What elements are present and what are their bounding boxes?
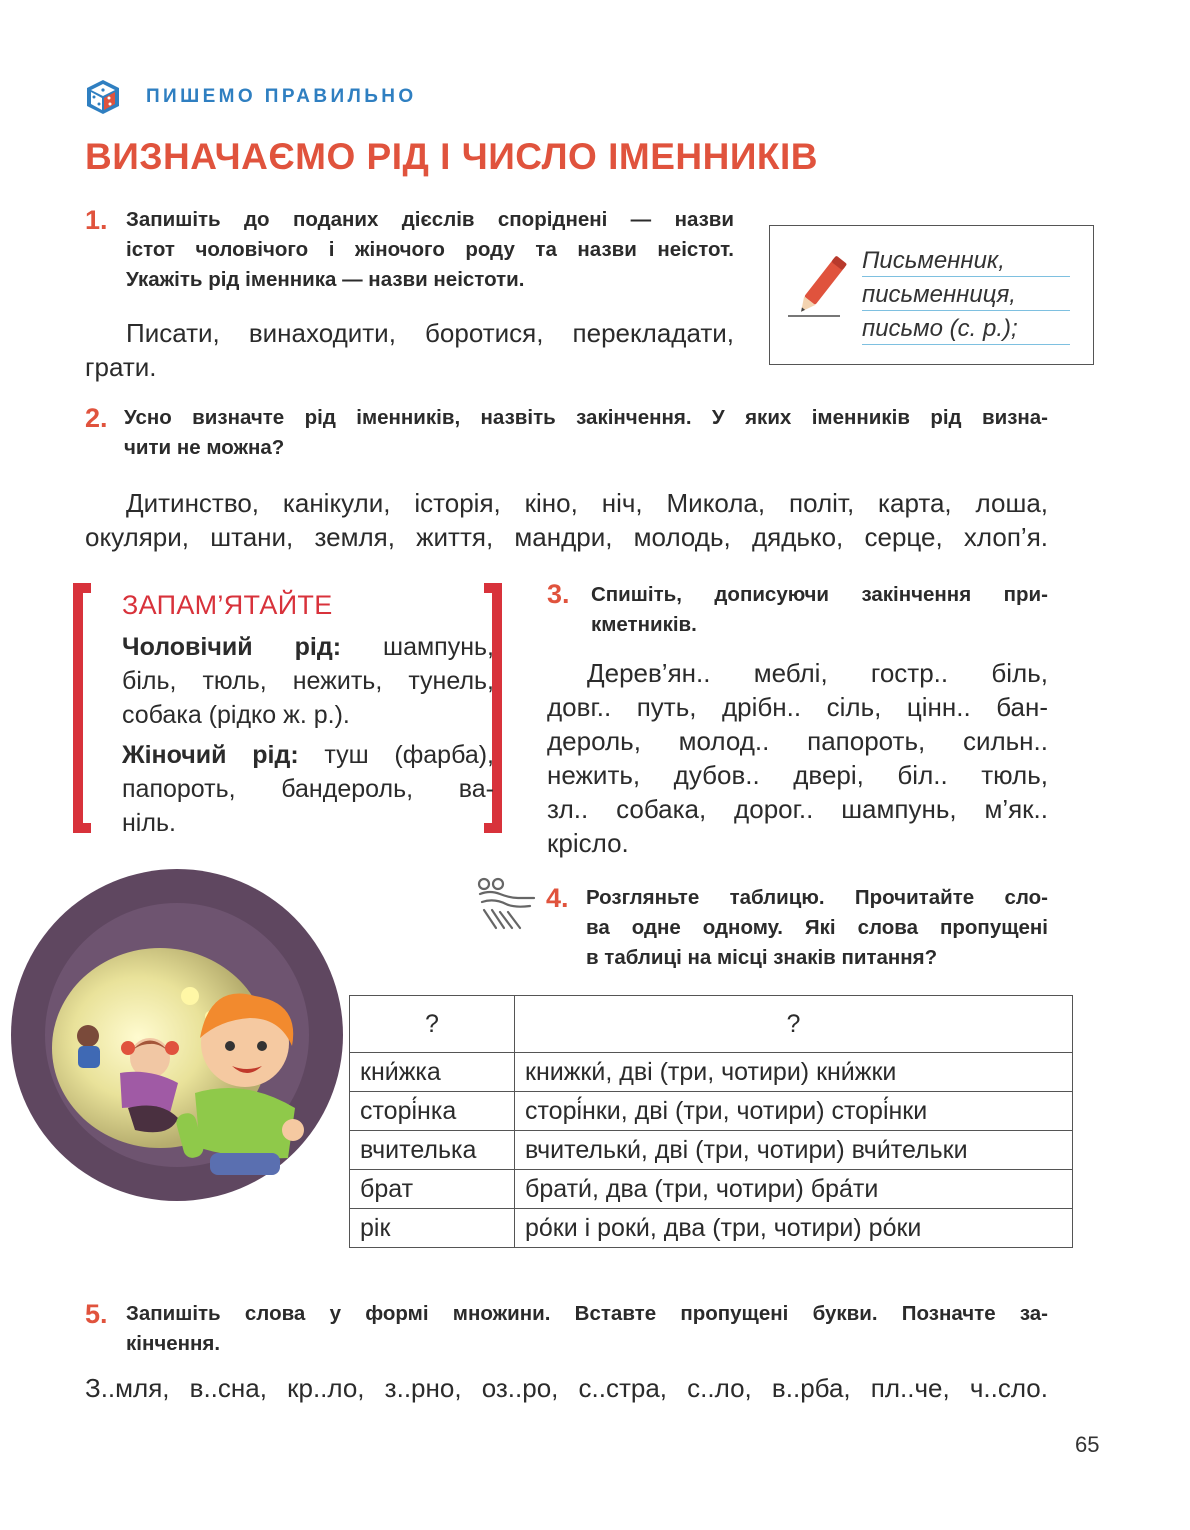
task3-words-line: Дерев’ян.. меблі, гостр.. біль, <box>587 658 1048 688</box>
sample-line-2: письменниця, <box>862 280 1070 311</box>
task3-words <box>547 656 1048 860</box>
task5-instruction-line: Запишіть слова у формі множини. Вставте пропущені букви. Позначте за- <box>126 1302 1048 1325</box>
table-header-cell: ? <box>350 996 515 1053</box>
table-header-cell: ? <box>515 996 1073 1053</box>
dice-cube-icon <box>84 78 122 116</box>
table-cell-singular: кни́жка <box>350 1053 515 1092</box>
task3-instruction-line: Спишіть, дописуючи закінчення при- <box>591 583 1048 606</box>
table-cell-plural: ро́ки і роки́, два (три, чотири) ро́ки <box>515 1209 1073 1248</box>
task3-instruction-line: кметників. <box>591 613 697 636</box>
task2-number: 2. <box>85 403 108 433</box>
masculine-label: Чоловічий рід: <box>122 633 342 661</box>
masculine-line: собака (рідко ж. р.). <box>122 701 350 729</box>
table-row <box>350 1092 1073 1131</box>
section-label: ПИШЕМО ПРАВИЛЬНО <box>146 86 417 107</box>
task3-words-line: крісло. <box>547 828 629 858</box>
feminine-line: ніль. <box>122 809 176 837</box>
children-in-tunnel-illustration <box>10 868 344 1202</box>
remember-title: ЗАПАМ’ЯТАЙТЕ <box>122 590 333 620</box>
task3-words-line: зл.. собака, дорог.. шампунь, м’як.. <box>547 794 1048 824</box>
table-cell-plural: книжки́, дві (три, чотири) кни́жки <box>515 1053 1073 1092</box>
task5-number: 5. <box>85 1299 108 1329</box>
words-table <box>349 995 1073 1248</box>
task2-words-line1: Дитинство, канікули, історія, кіно, ніч, Микола, політ, карта, лоша, <box>126 488 1048 518</box>
task5-instruction-line: кінчення. <box>126 1332 221 1355</box>
page-number: 65 <box>1075 1432 1100 1457</box>
task1-number: 1. <box>85 205 108 235</box>
table-cell-plural: вчительки́, дві (три, чотири) вчи́тельки <box>515 1131 1073 1170</box>
table-cell-singular: вчителька <box>350 1131 515 1170</box>
sample-line-3: письмо (с. р.); <box>862 314 1070 345</box>
table-cell-plural: сторі́нки, дві (три, чотири) сторі́нки <box>515 1092 1073 1131</box>
task2-instruction <box>124 403 1048 463</box>
task5-instruction <box>126 1299 1048 1359</box>
remember-feminine <box>122 738 494 840</box>
table-row <box>350 1131 1073 1170</box>
pair-work-icon <box>474 876 538 934</box>
task1-instruction-line: Запишіть до поданих дієслів споріднені — назви <box>126 208 734 231</box>
task4-number: 4. <box>546 883 569 913</box>
sample-line-1: Письменник, <box>862 246 1070 277</box>
masculine-line: шампунь, <box>383 633 494 661</box>
page-title: ВИЗНАЧАЄМО РІД І ЧИСЛО ІМЕННИКІВ <box>85 136 819 177</box>
task3-instruction <box>591 580 1048 640</box>
sample-answer-box <box>769 225 1094 365</box>
task3-words-line: нежить, дубов.. двері, біл.. тюль, <box>547 760 1048 790</box>
feminine-line: папороть, бандероль, ва- <box>122 775 494 803</box>
task2-instruction-line: Усно визначте рід іменників, назвіть закінчення. У яких іменників рід визна- <box>124 406 1048 429</box>
task2-instruction-line: чити не можна? <box>124 436 285 459</box>
task5-words: З..мля, в..сна, кр..ло, з..рно, оз..ро, с..стра, с..ло, в..рба, пл..че, ч..сло. <box>85 1373 1048 1403</box>
table-cell-singular: рік <box>350 1209 515 1248</box>
remember-bracket-left <box>73 583 91 833</box>
feminine-label: Жіночий рід: <box>122 741 299 769</box>
table-row <box>350 1053 1073 1092</box>
task2-words-line2: окуляри, штани, земля, життя, мандри, молодь, дядько, серце, хлоп’я. <box>85 522 1048 552</box>
task4-instruction-line: в таблиці на місці знаків питання? <box>586 946 938 969</box>
task3-words-line: дероль, молод.. папороть, сильн.. <box>547 726 1048 756</box>
table-row <box>350 1209 1073 1248</box>
task4-instruction-line: Розгляньте таблицю. Прочитайте сло- <box>586 886 1048 909</box>
task1-words-line2: грати. <box>85 352 157 382</box>
table-header-row <box>350 996 1073 1053</box>
task3-number: 3. <box>547 579 570 609</box>
masculine-line: біль, тюль, нежить, тунель, <box>122 667 494 695</box>
task3-words-line: довг.. путь, дрібн.. сіль, цінн.. бан- <box>547 692 1048 722</box>
remember-masculine <box>122 630 494 732</box>
task4-instruction <box>586 883 1048 973</box>
table-cell-singular: брат <box>350 1170 515 1209</box>
table-row <box>350 1170 1073 1209</box>
task4-instruction-line: ва одне одному. Які слова пропущені <box>586 916 1048 939</box>
table-cell-plural: брати́, два (три, чотири) бра́ти <box>515 1170 1073 1209</box>
table-cell-singular: сторі́нка <box>350 1092 515 1131</box>
pencil-icon <box>784 244 864 324</box>
feminine-line: туш (фарба), <box>324 741 495 769</box>
task1-instruction-line: істот чоловічого і жіночого роду та назви неістот. <box>126 238 734 261</box>
task1-instruction-line: Укажіть рід іменника — назви неістоти. <box>126 268 525 291</box>
task1-instruction <box>126 205 734 295</box>
task1-words-line1: Писати, винаходити, боротися, перекладати, <box>126 318 734 348</box>
